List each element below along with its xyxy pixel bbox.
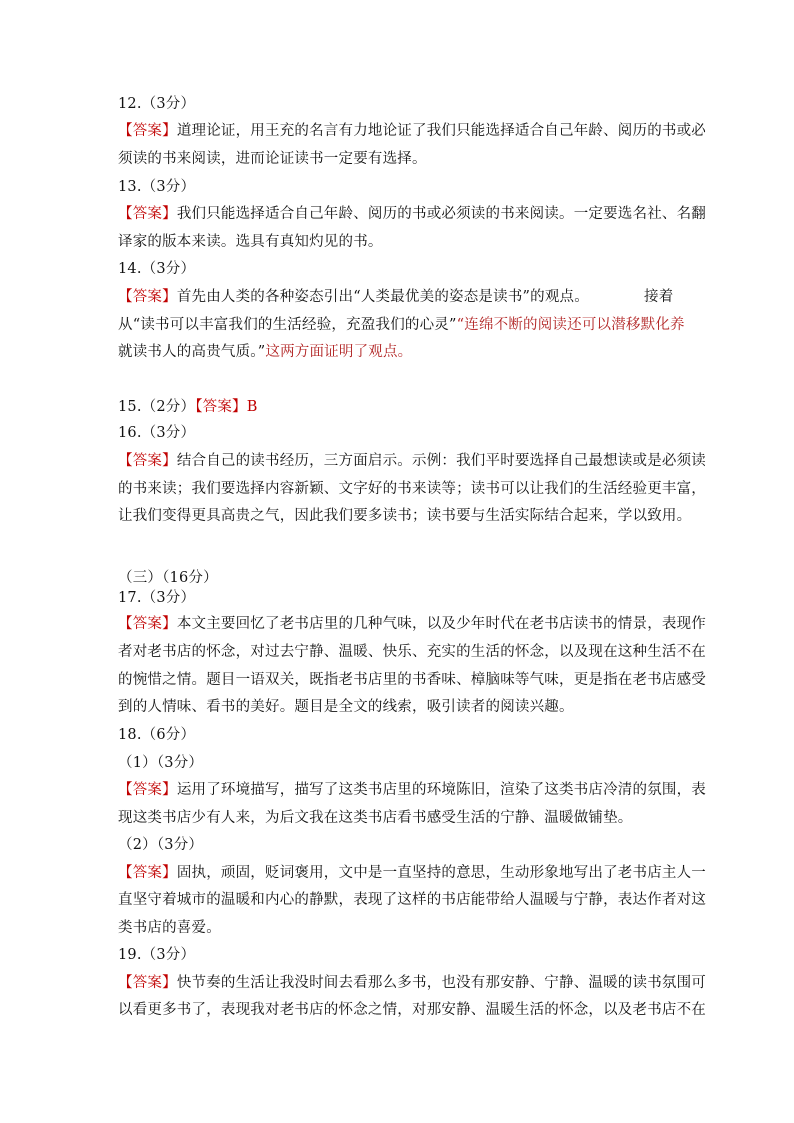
q19-answer-line-2: 以看更多书了，表现我对老书店的怀念之情，对那安静、温暖生活的怀念，以及老书店不在 — [118, 1002, 706, 1018]
q16-answer-line-1 — [118, 452, 707, 470]
answer-tag: 【答案】 — [118, 865, 177, 881]
q18-part2-heading: （2）（3分） — [118, 837, 204, 853]
q15-heading: 15.（2分） — [118, 399, 196, 415]
answer-tag: 【答案】 — [195, 399, 247, 415]
q17-answer-line-4: 到的人情味、看书的美好。题目是全文的线索，吸引读者的阅读兴趣。 — [118, 699, 574, 715]
section-3-heading: （三）（16分） — [118, 570, 218, 586]
q14-answer-line-2 — [118, 316, 685, 334]
answer-text-red: 这两方面证明了观点。 — [265, 344, 413, 360]
q18-part2-answer-line-3: 类书店的喜爱。 — [118, 920, 221, 936]
answer-tag: 【答案】 — [118, 453, 177, 469]
q13-heading: 13.（3分） — [118, 179, 196, 195]
answer-text: 固执，顽固，贬词褒用，文中是一直坚持的意思，生动形象地写出了老书店主人一 — [176, 865, 707, 881]
q19-heading: 19.（3分） — [118, 947, 196, 963]
answer-value: B — [246, 399, 258, 415]
answer-text-continue: 接着 — [644, 289, 674, 305]
answer-tag: 【答案】 — [118, 289, 177, 305]
q14-answer-line-1 — [118, 288, 678, 306]
q16-answer-line-2: 的书来读；我们要选择内容新颖、文字好的书来读等；读书可以让我们的生活经验更丰富， — [118, 481, 706, 497]
answer-text: 运用了环境描写，描写了这类书店里的环境陈旧，渲染了这类书店冷清的氛围，表 — [176, 782, 707, 798]
q18-part2-answer-line-2: 直坚守着城市的温暖和内心的静默，表现了这样的书店能带给人温暖与宁静，表达作者对这 — [118, 892, 706, 908]
q14-answer-line-3 — [118, 343, 678, 361]
q13-answer-line-1 — [118, 205, 707, 223]
answer-text: 我们只能选择适合自己年龄、阅历的书或必须读的书来阅读。一定要选名社、名翻 — [176, 206, 707, 222]
q14-heading: 14.（3分） — [118, 261, 196, 277]
q12-answer-line-2: 须读的书来阅读，进而论证读书一定要有选择。 — [118, 151, 427, 167]
q12-heading: 12.（3分） — [118, 96, 196, 112]
answer-tag: 【答案】 — [118, 782, 177, 798]
q17-heading: 17.（3分） — [118, 590, 196, 606]
answer-text: 结合自己的读书经历，三方面启示。示例：我们平时要选择自己最想读或是必须读 — [176, 453, 707, 469]
q18-part1-answer-line-2: 现这类书店少有人来，为后文我在这类书店看书感受生活的宁静、温暖做铺垫。 — [118, 810, 633, 826]
q18-part1-answer-line-1 — [118, 781, 707, 799]
answer-text: 本文主要回忆了老书店里的几种气味，以及少年时代在老书店读书的情景，表现作 — [176, 616, 707, 632]
q12-answer-line-1 — [118, 122, 707, 140]
q19-answer-line-1 — [118, 974, 707, 992]
answer-text: 道理论证，用王充的名言有力地论证了我们只能选择适合自己年龄、阅历的书或必 — [176, 123, 707, 139]
answer-tag: 【答案】 — [118, 975, 177, 991]
q18-part1-heading: （1）（3分） — [118, 755, 204, 771]
answer-tag: 【答案】 — [118, 123, 177, 139]
answer-text-red: “连绵不断的阅读还可以潜移默化养 — [456, 317, 685, 333]
q17-answer-line-3: 的惋惜之情。题目一语双关，既指老书店里的书香味、樟脑味等气味，更是指在老书店感受 — [118, 672, 706, 688]
q16-answer-line-3: 让我们变得更具高贵之气，因此我们要多读书；读书要与生活实际结合起来，学以致用。 — [118, 508, 692, 524]
q15-line — [118, 398, 678, 416]
answer-tag: 【答案】 — [118, 616, 177, 632]
q17-answer-line-2: 者对老书店的怀念，对过去宁静、温暖、快乐、充实的生活的怀念，以及现在这种生活不在 — [118, 644, 706, 660]
answer-text: 就读书人的高贵气质。” — [118, 344, 266, 360]
q18-heading: 18.（6分） — [118, 727, 196, 743]
answer-text: 从“读书可以丰富我们的生活经验，充盈我们的心灵” — [118, 317, 457, 333]
q16-heading: 16.（3分） — [118, 425, 196, 441]
q18-part2-answer-line-1 — [118, 864, 707, 882]
q17-answer-line-1 — [118, 615, 707, 633]
answer-text: 首先由人类的各种姿态引出“人类最优美的姿态是读书”的观点。 — [176, 289, 589, 305]
answer-tag: 【答案】 — [118, 206, 177, 222]
q13-answer-line-2: 译家的版本来读。选具有真知灼见的书。 — [118, 234, 383, 250]
answer-text: 快节奏的生活让我没时间去看那么多书，也没有那安静、宁静、温暖的读书氛围可 — [176, 975, 707, 991]
